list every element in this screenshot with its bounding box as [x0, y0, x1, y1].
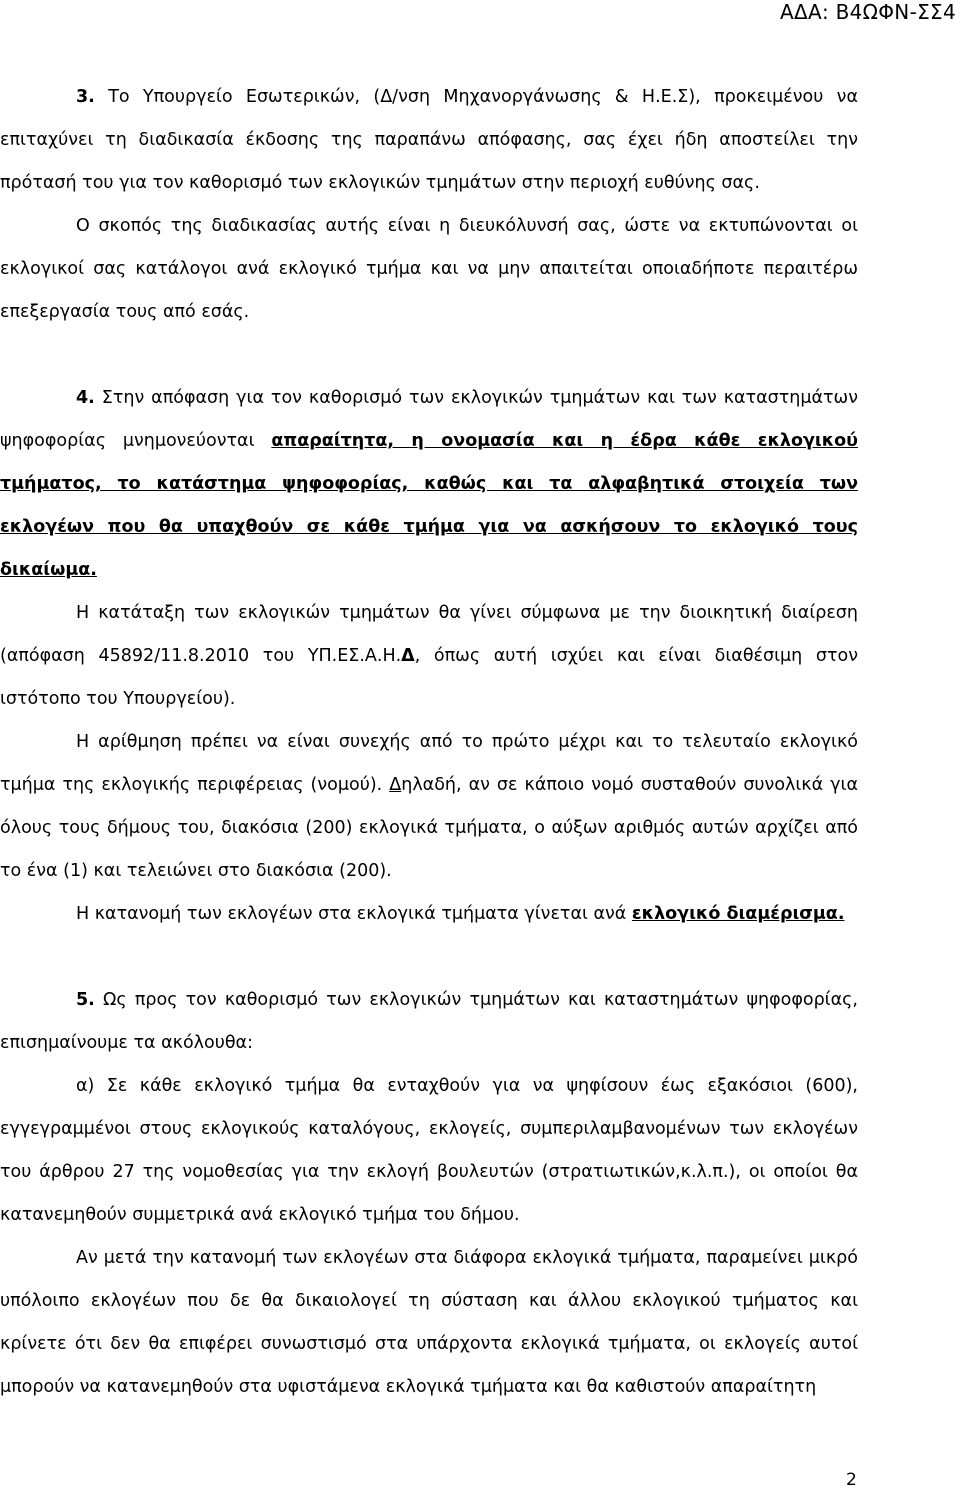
- section-4-paragraph-2: [0, 592, 858, 721]
- section-4-intro: Στην απόφαση για τον καθορισμό των εκλογικών τμημάτων και των καταστημάτων ψηφοφορίας μνημονεύονται: [0, 388, 858, 451]
- section-3-text: Το Υπουργείο Εσωτερικών, (Δ/νση Μηχανοργάνωσης & Η.Ε.Σ), προκειμένου να επιταχύνει τη διαδικασία έκδοσης της παραπάνω απόφασης, σας έχει ήδη αποστείλει την πρότασή του για τον καθορισμό των εκλογικών τμημάτων στην περιοχή ευθύνης σας.: [0, 87, 858, 193]
- section-4-p2-bold-d: Δ: [401, 646, 415, 666]
- section-5-text: Ως προς τον καθορισμό των εκλογικών τμημάτων και καταστημάτων ψηφοφορίας, επισημαίνουμε τα ακόλουθα:: [0, 990, 858, 1053]
- ada-code: ΑΔΑ: Β4ΩΦΝ-ΣΣ4: [780, 0, 956, 24]
- section-4-p2-text-b: , όπως αυτή ισχύει και είναι διαθέσιμη στον ιστότοπο του Υπουργείου).: [0, 646, 858, 709]
- section-5-item-a: α) Σε κάθε εκλογικό τμήμα θα ενταχθούν για να ψηφίσουν έως εξακόσιοι (600), εγγεγραμμένοι στους εκλογικούς καταλόγους, εκλογείς, συμπεριλαμβανομένων των εκλογέων του άρθρου 27 της νομοθεσίας για την εκλογή βουλευτών (στρατιωτικών,κ.λ.π.), οι οποίοι θα κατανεμηθούν συμμετρικά ανά εκλογικό τμήμα του δήμου.: [0, 1076, 858, 1225]
- section-4-paragraph-3: [0, 721, 858, 893]
- section-5-paragraph-b: Αν μετά την κατανομή των εκλογέων στα διάφορα εκλογικά τμήματα, παραμείνει μικρό υπόλοιπο εκλογέων που δε θα δικαιολογεί τη σύσταση και άλλου εκλογικού τμήματος και κρίνετε ότι δεν θα επιφέρει συνωστισμό στα υπάρχοντα εκλογικά τμήματα, οι εκλογείς αυτοί μπορούν να κατανεμηθούν στα υφιστάμενα εκλογικά τμήματα και θα καθιστούν απαραίτητη: [0, 1248, 858, 1397]
- section-5-number: 5.: [76, 990, 95, 1010]
- section-4-paragraph-4: [0, 893, 858, 936]
- section-3-paragraph-2: Ο σκοπός της διαδικασίας αυτής είναι η διευκόλυνσή σας, ώστε να εκτυπώνονται οι εκλογικοί σας κατάλογοι ανά εκλογικό τμήμα και να μην απαιτείται οποιαδήποτε περαιτέρω επεξεργασία τους από εσάς.: [0, 216, 858, 322]
- section-3: [0, 76, 858, 205]
- section-4-p4-emphasis: εκλογικό διαμέρισμα.: [631, 904, 845, 924]
- section-4-emphasis: απαραίτητα, η ονομασία και η έδρα κάθε εκλογικού τμήματος, το κατάστημα ψηφοφορίας, καθώς και τα αλφαβητικά στοιχεία των εκλογέων που θα υπαχθούν σε κάθε τμήμα για να ασκήσουν το εκλογικό τους δικαίωμα.: [0, 431, 858, 580]
- page-number: 2: [846, 1470, 857, 1490]
- section-4: [0, 377, 858, 592]
- section-4-p4-text: Η κατανομή των εκλογέων στα εκλογικά τμήματα γίνεται ανά: [76, 904, 627, 924]
- document-body: [0, 76, 858, 1409]
- section-4-number: 4.: [76, 388, 95, 408]
- section-4-p3-text-b: ηλαδή, αν σε κάποιο νομό συσταθούν συνολικά για όλους τους δήμους του, διακόσια (200) εκλογικά τμήματα, ο αύξων αριθμός αυτών αρχίζει από το ένα (1) και τελειώνει στο διακόσια (200).: [0, 775, 858, 881]
- section-4-p3-underlined-d: Δ: [389, 775, 402, 795]
- section-5: [0, 979, 858, 1065]
- section-4-p2-text-a: Η κατάταξη των εκλογικών τμημάτων θα γίνει σύμφωνα με την διοικητική διαίρεση (απόφαση 45892/11.8.2010 του ΥΠ.ΕΣ.Α.Η.: [0, 603, 858, 666]
- section-4-p3-text-a: Η αρίθμηση πρέπει να είναι συνεχής από το πρώτο μέχρι και το τελευταίο εκλογικό τμήμα της εκλογικής περιφέρειας (νομού).: [0, 732, 858, 795]
- section-3-number: 3.: [76, 87, 95, 107]
